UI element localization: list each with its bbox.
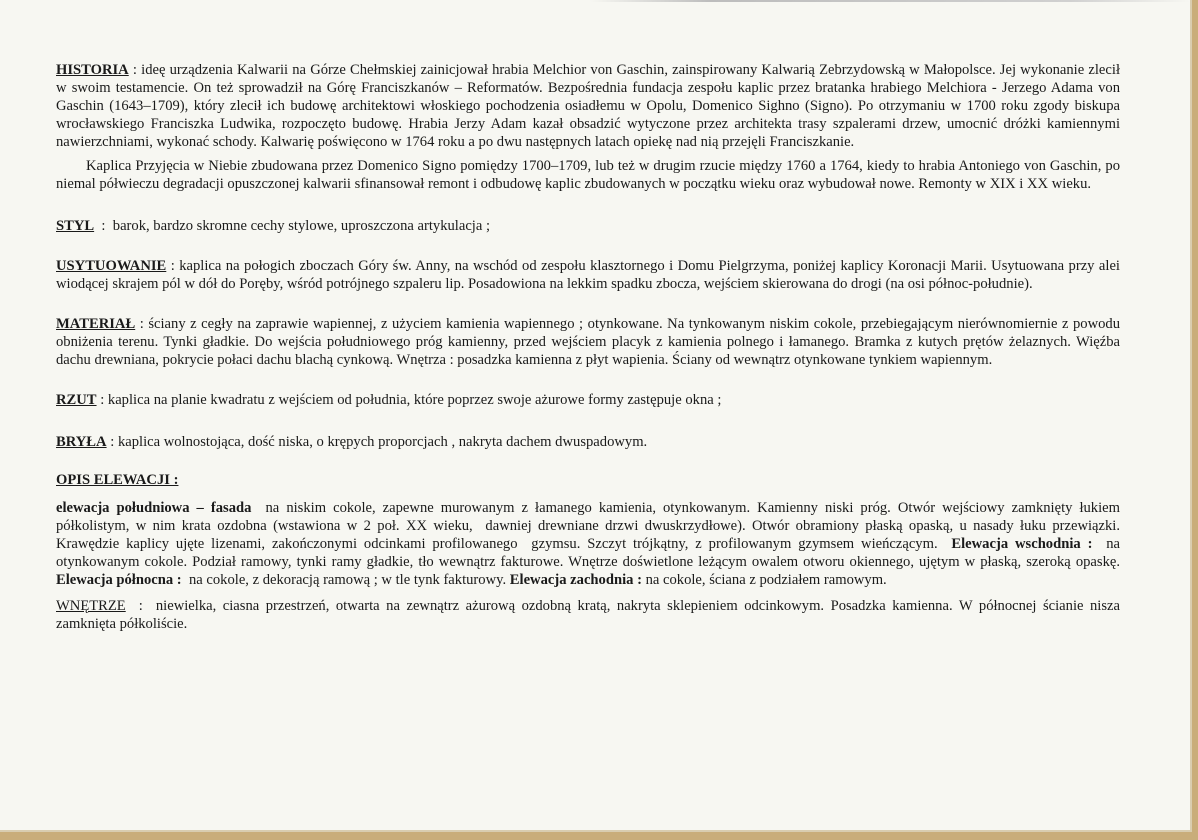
section-bryla: BRYŁA : kaplica wolnostojąca, dość niska, o krępych proporcjach , nakryta dachem dwuspadowym. xyxy=(56,434,648,450)
heading-material: MATERIAŁ xyxy=(56,316,136,332)
section-rzut: RZUT : kaplica na planie kwadratu z wejściem od południa, które poprzez swoje ażurowe formy zastępuje okna ; xyxy=(56,392,722,408)
section-wnetrze: WNĘTRZE : niewielka, ciasna przestrzeń, otwarta na zewnątrz ażurową ozdobną kratą, nakryta sklepieniem odcinkowym. Posadzka kamienna. W północnej ścianie nisza zamknięta półkoliście. xyxy=(56,598,1120,632)
section-styl: STYL : barok, bardzo skromne cechy stylowe, uproszczona artykulacja ; xyxy=(56,218,491,234)
scan-edge-line xyxy=(590,0,1190,2)
rzut-text: kaplica na planie kwadratu z wejściem od południa, które poprzez swoje ażurowe formy zastępuje okna ; xyxy=(107,392,722,408)
historia-paragraph-2: Kaplica Przyjęcia w Niebie zbudowana przez Domenico Signo pomiędzy 1700–1709, lub też w drugim rzucie między 1760 a 1764, kiedy to hrabia Antoniego von Gaschin, po niemal półwieczu degradacji opuszczonej kalwarii sfinansował remont i odbudowę kaplic zbudowanych w początku wieku oraz wybudował nowe. Remonty w XIX i XX wieku. xyxy=(56,158,1120,192)
heading-historia: HISTORIA xyxy=(56,62,129,78)
wnetrze-text: niewielka, ciasna przestrzeń, otwarta na zewnątrz ażurową ozdobną kratą, nakryta sklepieniem odcinkowym. Posadzka kamienna. W północnej ścianie nisza zamknięta półkoliście. xyxy=(56,598,1120,632)
historia-text: ideę urządzenia Kalwarii na Górze Chełmskiej zainicjował hrabia Melchior von Gaschin, zainspirowany Kalwarią Zebrzydowską w Małopolsce. Jej wykonanie zlecił w swoim testamencie. On też sprowadził na Górę Franciszkanów – Reformatów. Bezpośrednia fundacja zespołu kaplic przez bratanka hrabiego Melchiora - Jerzego Adama von Gaschin (1643–1709), który zlecił ich budowę architektowi włoskiego pochodzenia osiadłemu w Opolu, Domenico Sighno (Signo). Po otrzymaniu w 1700 roku zgody biskupa wrocławskiego Franciszka Ludwika, rozpoczęto budowę. Hrabia Jerzy Adam kazał obsadzić wytyczone przez architekta trasy szpalerami drzew, umocnić dróżki kamiennymi nawierzchniami, wykonać schody. Kalwarię poświęcono w 1764 roku a po dwu następnych latach opiekę nad nią przejęli Franciszkanie. xyxy=(56,62,1120,150)
heading-wnetrze: WNĘTRZE xyxy=(56,598,126,614)
heading-rzut: RZUT xyxy=(56,392,97,408)
label-elewacja-polnocna: Elewacja północna : xyxy=(56,572,182,588)
section-usytuowanie: USYTUOWANIE : kaplica na połogich zboczach Góry św. Anny, na wschód od zespołu klasztornego i Domu Pielgrzyma, poniżej kaplicy Koronacji Marii. Usytuowana przy alei wiodącej skrajem pól w dół do Poręby, wśród potrójnego szpaleru lip. Posadowiona na lekkim spadku zbocza, wejściem skierowana do drogi (na osi północ-południe). xyxy=(56,258,1120,292)
heading-styl: STYL xyxy=(56,218,95,234)
styl-text: barok, bardzo skromne cechy stylowe, uproszczona artykulacja ; xyxy=(112,218,491,234)
label-elewacja-poludniowa: elewacja południowa – fasada xyxy=(56,500,252,516)
usytuowanie-text: kaplica na połogich zboczach Góry św. Anny, na wschód od zespołu klasztornego i Domu Pielgrzyma, poniżej kaplicy Koronacji Marii. Usytuowana przy alei wiodącej skrajem pól w dół do Poręby, wśród potrójnego szpaleru lip. Posadowiona na lekkim spadku zbocza, wejściem skierowana do drogi (na osi północ-południe). xyxy=(56,258,1120,292)
section-opis-elewacji: elewacja południowa – fasada na niskim cokole, zapewne murowanym z łamanego kamienia, otynkowanym. Kamienny niski próg. Otwór wejściowy zamknięty łukiem półkolistym, w nim krata ozdobna (wstawiona w 2 poł. XX wieku, dawniej drewniane drzwi dwuskrzydłowe). Otwór obramiony płaską opaską, u nasady łuku przewiązki. Krawędzie kaplicy ujęte lizenami, zakończonymi odcinkami profilowanego gzymsu. Szczyt trójkątny, z profilowanym gzymsem wieńczącym. Elewacja wschodnia : na otynkowanym cokole. Podział ramowy, tynki ramy gładkie, tło wewnątrz fakturowe. Wnętrze doświetlone leżącym owalem otworu okiennego, ujętym w płaską, szeroką opaskę. Elewacja północna : na cokole, z dekoracją ramową ; w tle tynk fakturowy. Elewacja zachodnia : na cokole, ściana z podziałem ramowym. xyxy=(56,500,1128,588)
material-text: ściany z cegły na zaprawie wapiennej, z użyciem kamienia wapiennego ; otynkowane. Na tynkowanym niskim cokole, przebiegającym nierównomiernie z powodu obniżenia terenu. Tynki gładkie. Do wejścia południowego próg kamienny, przed wejściem placyk z kamienia polnego i łamanego. Bramka z kutych prętów żelaznych. Więźba dachu drewniana, pokrycie połaci dachu blachą cynkową. Wnętrza : posadzka kamienna z płyt wapienia. Ściany od wewnątrz otynkowane tynkiem wapiennym. xyxy=(56,316,1120,368)
label-elewacja-wschodnia: Elewacja wschodnia : xyxy=(951,536,1093,552)
heading-bryla: BRYŁA xyxy=(56,434,107,450)
document-body xyxy=(56,61,1128,633)
heading-opis-elewacji: OPIS ELEWACJI : xyxy=(56,472,179,488)
label-elewacja-zachodnia: Elewacja zachodnia : xyxy=(509,572,642,588)
bryla-text: kaplica wolnostojąca, dość niska, o krępych proporcjach , nakryta dachem dwuspadowym. xyxy=(117,434,648,450)
section-historia: HISTORIA : ideę urządzenia Kalwarii na Górze Chełmskiej zainicjował hrabia Melchior von Gaschin, zainspirowany Kalwarią Zebrzydowską w Małopolsce. Jej wykonanie zlecił w swoim testamencie. On też sprowadził na Górę Franciszkanów – Reformatów. Bezpośrednia fundacja zespołu kaplic przez bratanka hrabiego Melchiora - Jerzego Adama von Gaschin (1643–1709), który zlecił ich budowę architektowi włoskiego pochodzenia osiadłemu w Opolu, Domenico Sighno (Signo). Po otrzymaniu w 1700 roku zgody biskupa wrocławskiego Franciszka Ludwika, rozpoczęto budowę. Hrabia Jerzy Adam kazał obsadzić wytyczone przez architekta trasy szpalerami drzew, umocnić dróżki kamiennymi nawierzchniami, wykonać schody. Kalwarię poświęcono w 1764 roku a po dwu następnych latach opiekę nad nią przejęli Franciszkanie. xyxy=(56,62,1120,150)
heading-usytuowanie: USYTUOWANIE xyxy=(56,258,167,274)
section-material: MATERIAŁ : ściany z cegły na zaprawie wapiennej, z użyciem kamienia wapiennego ; otynkowane. Na tynkowanym niskim cokole, przebiegającym nierównomiernie z powodu obniżenia terenu. Tynki gładkie. Do wejścia południowego próg kamienny, przed wejściem placyk z kamienia polnego i łamanego. Bramka z kutych prętów żelaznych. Więźba dachu drewniana, pokrycie połaci dachu blachą cynkową. Wnętrza : posadzka kamienna z płyt wapienia. Ściany od wewnątrz otynkowane tynkiem wapiennym. xyxy=(56,316,1120,368)
